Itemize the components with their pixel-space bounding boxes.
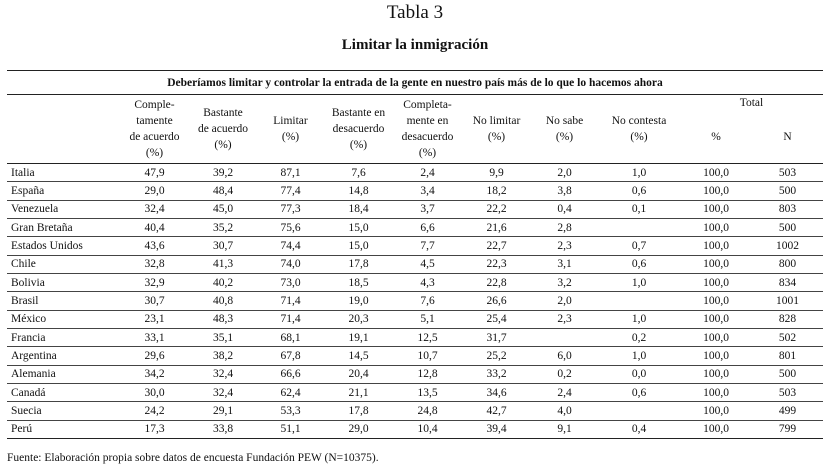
header-line: de acuerdo	[129, 131, 180, 143]
cell-no-limitar: 22,2	[462, 200, 531, 218]
cell-total-percent: 100,0	[680, 365, 752, 383]
cell-total-percent: 100,0	[680, 255, 752, 273]
cell-no-sabe: 2,4	[531, 384, 598, 402]
header-line: (%)	[214, 139, 232, 151]
cell-bastante-en-desacuerdo: 29,0	[324, 420, 393, 438]
cell-total-n: 500	[752, 365, 823, 383]
header-line: (%)	[349, 139, 368, 151]
cell-total-n: 1001	[752, 292, 823, 310]
cell-total-n: 503	[752, 384, 823, 402]
cell-total-n: 500	[752, 182, 823, 200]
cell-bastante-de-acuerdo: 30,7	[189, 237, 257, 255]
cell-no-limitar: 21,6	[462, 219, 531, 237]
cell-country: Canadá	[7, 384, 120, 402]
cell-limitar: 51,1	[257, 420, 324, 438]
cell-limitar: 68,1	[257, 329, 324, 347]
cell-no-contesta: 0,2	[598, 329, 680, 347]
cell-no-sabe: 2,0	[531, 164, 598, 182]
cell-total-percent: 100,0	[680, 237, 752, 255]
cell-no-contesta: 0,1	[598, 200, 680, 218]
cell-bastante-en-desacuerdo: 19,0	[324, 292, 393, 310]
table-row	[7, 274, 823, 292]
cell-total-percent: 100,0	[680, 219, 752, 237]
col-header-completamente-de-acuerdo	[120, 95, 189, 164]
cell-total-n: 801	[752, 347, 823, 365]
cell-total-percent: 100,0	[680, 274, 752, 292]
cell-total-percent: 100,0	[680, 182, 752, 200]
cell-no-contesta: 1,0	[598, 274, 680, 292]
cell-completamente-en-desacuerdo: 4,5	[393, 255, 462, 273]
cell-total-n: 500	[752, 219, 823, 237]
table-row	[7, 310, 823, 328]
header-line: tamente	[136, 115, 173, 127]
header-line: (%)	[487, 131, 506, 143]
cell-limitar: 77,3	[257, 200, 324, 218]
cell-completamente-en-desacuerdo: 10,4	[393, 420, 462, 438]
cell-limitar: 77,4	[257, 182, 324, 200]
header-line: Comple-	[134, 99, 175, 111]
cell-bastante-de-acuerdo: 35,1	[189, 329, 257, 347]
cell-bastante-de-acuerdo: 33,8	[189, 420, 257, 438]
cell-bastante-en-desacuerdo: 18,4	[324, 200, 393, 218]
cell-no-sabe: 0,2	[531, 365, 598, 383]
cell-limitar: 75,6	[257, 219, 324, 237]
header-line: (%)	[555, 131, 574, 143]
cell-no-contesta	[598, 292, 680, 310]
cell-total-percent: 100,0	[680, 384, 752, 402]
cell-no-contesta: 0,6	[598, 182, 680, 200]
header-line: (%)	[418, 147, 437, 159]
cell-completamente-en-desacuerdo: 12,8	[393, 365, 462, 383]
cell-country: Argentina	[7, 347, 120, 365]
cell-completamente-en-desacuerdo: 7,6	[393, 292, 462, 310]
cell-completamente-de-acuerdo: 47,9	[120, 164, 189, 182]
table-row	[7, 420, 823, 438]
cell-bastante-en-desacuerdo: 18,5	[324, 274, 393, 292]
cell-no-sabe: 0,4	[531, 200, 598, 218]
cell-total-n: 803	[752, 200, 823, 218]
cell-completamente-de-acuerdo: 29,6	[120, 347, 189, 365]
cell-total-percent: 100,0	[680, 200, 752, 218]
cell-completamente-en-desacuerdo: 3,4	[393, 182, 462, 200]
cell-no-limitar: 18,2	[462, 182, 531, 200]
cell-completamente-en-desacuerdo: 4,3	[393, 274, 462, 292]
cell-completamente-de-acuerdo: 40,4	[120, 219, 189, 237]
cell-limitar: 71,4	[257, 292, 324, 310]
cell-bastante-en-desacuerdo: 14,8	[324, 182, 393, 200]
cell-no-sabe: 2,0	[531, 292, 598, 310]
cell-bastante-de-acuerdo: 48,4	[189, 182, 257, 200]
cell-completamente-en-desacuerdo: 2,4	[393, 164, 462, 182]
cell-total-percent: 100,0	[680, 347, 752, 365]
cell-completamente-de-acuerdo: 32,9	[120, 274, 189, 292]
cell-completamente-de-acuerdo: 29,0	[120, 182, 189, 200]
country-header	[7, 95, 120, 164]
cell-no-contesta	[598, 402, 680, 420]
cell-bastante-en-desacuerdo: 21,1	[324, 384, 393, 402]
table-row	[7, 329, 823, 347]
table-subtitle: Limitar la inmigración	[341, 37, 489, 53]
cell-country: España	[7, 182, 120, 200]
cell-bastante-en-desacuerdo: 20,3	[324, 310, 393, 328]
cell-limitar: 53,3	[257, 402, 324, 420]
cell-no-sabe: 2,8	[531, 219, 598, 237]
cell-completamente-en-desacuerdo: 3,7	[393, 200, 462, 218]
col-header-no-sabe	[531, 95, 598, 164]
cell-completamente-de-acuerdo: 30,0	[120, 384, 189, 402]
cell-total-percent: 100,0	[680, 402, 752, 420]
cell-completamente-en-desacuerdo: 7,7	[393, 237, 462, 255]
cell-limitar: 62,4	[257, 384, 324, 402]
cell-no-limitar: 33,2	[462, 365, 531, 383]
cell-no-limitar: 26,6	[462, 292, 531, 310]
table-row	[7, 347, 823, 365]
cell-limitar: 74,4	[257, 237, 324, 255]
table-row	[7, 219, 823, 237]
table-body	[7, 164, 823, 439]
table-row	[7, 255, 823, 273]
cell-bastante-en-desacuerdo: 14,5	[324, 347, 393, 365]
source-note: Fuente: Elaboración propia sobre datos de encuesta Fundación PEW (N=10375).	[7, 452, 379, 464]
cell-no-sabe: 4,0	[531, 402, 598, 420]
cell-bastante-de-acuerdo: 29,1	[189, 402, 257, 420]
header-line: Completa-	[403, 99, 452, 111]
cell-bastante-en-desacuerdo: 15,0	[324, 219, 393, 237]
col-header-no-contesta	[598, 95, 680, 164]
cell-limitar: 66,6	[257, 365, 324, 383]
cell-country: Venezuela	[7, 200, 120, 218]
cell-bastante-de-acuerdo: 32,4	[189, 384, 257, 402]
cell-country: Chile	[7, 255, 120, 273]
col-header-no-limitar	[462, 95, 531, 164]
cell-country: Gran Bretaña	[7, 219, 120, 237]
cell-bastante-de-acuerdo: 35,2	[189, 219, 257, 237]
cell-no-limitar: 22,7	[462, 237, 531, 255]
col-header-total-n: N	[783, 131, 792, 143]
cell-total-n: 1002	[752, 237, 823, 255]
header-line: Bastante	[203, 107, 243, 119]
cell-no-limitar: 25,2	[462, 347, 531, 365]
cell-bastante-de-acuerdo: 39,2	[189, 164, 257, 182]
cell-country: Estados Unidos	[7, 237, 120, 255]
cell-completamente-en-desacuerdo: 10,7	[393, 347, 462, 365]
header-line: (%)	[281, 131, 300, 143]
header-line: No contesta	[611, 115, 667, 127]
statement-header: Deberíamos limitar y controlar la entrada de la gente en nuestro país más de lo que lo hacemos ahora	[7, 71, 823, 95]
cell-completamente-en-desacuerdo: 6,6	[393, 219, 462, 237]
cell-completamente-en-desacuerdo: 12,5	[393, 329, 462, 347]
cell-country: Francia	[7, 329, 120, 347]
table-row	[7, 365, 823, 383]
cell-country: México	[7, 310, 120, 328]
table-row	[7, 182, 823, 200]
cell-country: Suecia	[7, 402, 120, 420]
cell-limitar: 87,1	[257, 164, 324, 182]
cell-completamente-en-desacuerdo: 5,1	[393, 310, 462, 328]
cell-bastante-de-acuerdo: 40,8	[189, 292, 257, 310]
cell-total-percent: 100,0	[680, 420, 752, 438]
cell-total-percent: 100,0	[680, 292, 752, 310]
cell-completamente-de-acuerdo: 24,2	[120, 402, 189, 420]
cell-completamente-de-acuerdo: 43,6	[120, 237, 189, 255]
col-header-bastante-de-acuerdo	[189, 95, 257, 164]
cell-total-n: 502	[752, 329, 823, 347]
cell-no-sabe: 3,8	[531, 182, 598, 200]
col-header-bastante-en-desacuerdo	[324, 95, 393, 164]
cell-completamente-en-desacuerdo: 24,8	[393, 402, 462, 420]
cell-total-percent: 100,0	[680, 164, 752, 182]
cell-bastante-de-acuerdo: 45,0	[189, 200, 257, 218]
cell-bastante-en-desacuerdo: 7,6	[324, 164, 393, 182]
cell-completamente-de-acuerdo: 30,7	[120, 292, 189, 310]
table-row	[7, 164, 823, 182]
cell-bastante-de-acuerdo: 32,4	[189, 365, 257, 383]
cell-bastante-en-desacuerdo: 15,0	[324, 237, 393, 255]
cell-country: Perú	[7, 420, 120, 438]
cell-bastante-en-desacuerdo: 17,8	[324, 255, 393, 273]
table-title: Tabla 3	[386, 2, 444, 23]
cell-completamente-de-acuerdo: 34,2	[120, 365, 189, 383]
col-header-limitar	[257, 95, 324, 164]
cell-completamente-de-acuerdo: 32,4	[120, 200, 189, 218]
cell-bastante-en-desacuerdo: 19,1	[324, 329, 393, 347]
cell-no-contesta: 0,6	[598, 255, 680, 273]
cell-completamente-de-acuerdo: 17,3	[120, 420, 189, 438]
cell-completamente-de-acuerdo: 23,1	[120, 310, 189, 328]
cell-country: Alemania	[7, 365, 120, 383]
cell-no-contesta: 0,0	[598, 365, 680, 383]
col-header-total-percent: %	[711, 131, 721, 143]
cell-no-sabe: 2,3	[531, 237, 598, 255]
cell-total-n: 503	[752, 164, 823, 182]
cell-no-limitar: 42,7	[462, 402, 531, 420]
cell-limitar: 74,0	[257, 255, 324, 273]
cell-total-percent: 100,0	[680, 329, 752, 347]
header-line: (%)	[145, 147, 164, 159]
cell-no-limitar: 9,9	[462, 164, 531, 182]
cell-no-sabe: 2,3	[531, 310, 598, 328]
cell-no-contesta: 1,0	[598, 347, 680, 365]
table-row	[7, 384, 823, 402]
header-line: No limitar	[472, 115, 521, 127]
table-row	[7, 200, 823, 218]
cell-no-limitar: 39,4	[462, 420, 531, 438]
cell-bastante-de-acuerdo: 41,3	[189, 255, 257, 273]
header-line: Bastante en	[331, 107, 386, 119]
cell-total-percent: 100,0	[680, 310, 752, 328]
cell-no-contesta: 0,6	[598, 384, 680, 402]
cell-no-contesta	[598, 219, 680, 237]
header-line: de acuerdo	[197, 123, 249, 135]
cell-total-n: 799	[752, 420, 823, 438]
cell-country: Bolivia	[7, 274, 120, 292]
cell-bastante-de-acuerdo: 48,3	[189, 310, 257, 328]
cell-no-sabe: 3,2	[531, 274, 598, 292]
cell-no-contesta: 0,4	[598, 420, 680, 438]
cell-total-n: 834	[752, 274, 823, 292]
cell-completamente-de-acuerdo: 33,1	[120, 329, 189, 347]
header-line: mente en	[406, 115, 449, 127]
cell-limitar: 71,4	[257, 310, 324, 328]
cell-bastante-de-acuerdo: 38,2	[189, 347, 257, 365]
table-row	[7, 402, 823, 420]
col-header-completamente-en-desacuerdo	[393, 95, 462, 164]
cell-country: Brasil	[7, 292, 120, 310]
cell-total-n: 499	[752, 402, 823, 420]
cell-no-contesta: 1,0	[598, 164, 680, 182]
cell-no-limitar: 22,8	[462, 274, 531, 292]
cell-limitar: 73,0	[257, 274, 324, 292]
cell-bastante-de-acuerdo: 40,2	[189, 274, 257, 292]
cell-no-contesta: 1,0	[598, 310, 680, 328]
cell-bastante-en-desacuerdo: 17,8	[324, 402, 393, 420]
cell-no-sabe: 3,1	[531, 255, 598, 273]
table-row	[7, 292, 823, 310]
cell-no-limitar: 25,4	[462, 310, 531, 328]
header-line: desacuerdo	[401, 131, 454, 143]
cell-bastante-en-desacuerdo: 20,4	[324, 365, 393, 383]
cell-no-contesta: 0,7	[598, 237, 680, 255]
header-line: desacuerdo	[332, 123, 385, 135]
cell-no-limitar: 31,7	[462, 329, 531, 347]
cell-completamente-de-acuerdo: 32,8	[120, 255, 189, 273]
cell-no-sabe: 9,1	[531, 420, 598, 438]
table-row	[7, 237, 823, 255]
cell-total-n: 828	[752, 310, 823, 328]
cell-no-limitar: 34,6	[462, 384, 531, 402]
cell-no-sabe: 6,0	[531, 347, 598, 365]
col-header-total: Total	[739, 97, 764, 109]
cell-no-limitar: 22,3	[462, 255, 531, 273]
header-line: (%)	[630, 131, 648, 143]
cell-total-n: 800	[752, 255, 823, 273]
cell-country: Italia	[7, 164, 120, 182]
cell-completamente-en-desacuerdo: 13,5	[393, 384, 462, 402]
cell-no-sabe	[531, 329, 598, 347]
survey-table	[7, 70, 823, 439]
cell-limitar: 67,8	[257, 347, 324, 365]
header-line: No sabe	[545, 115, 584, 127]
header-line: Limitar	[273, 115, 308, 127]
